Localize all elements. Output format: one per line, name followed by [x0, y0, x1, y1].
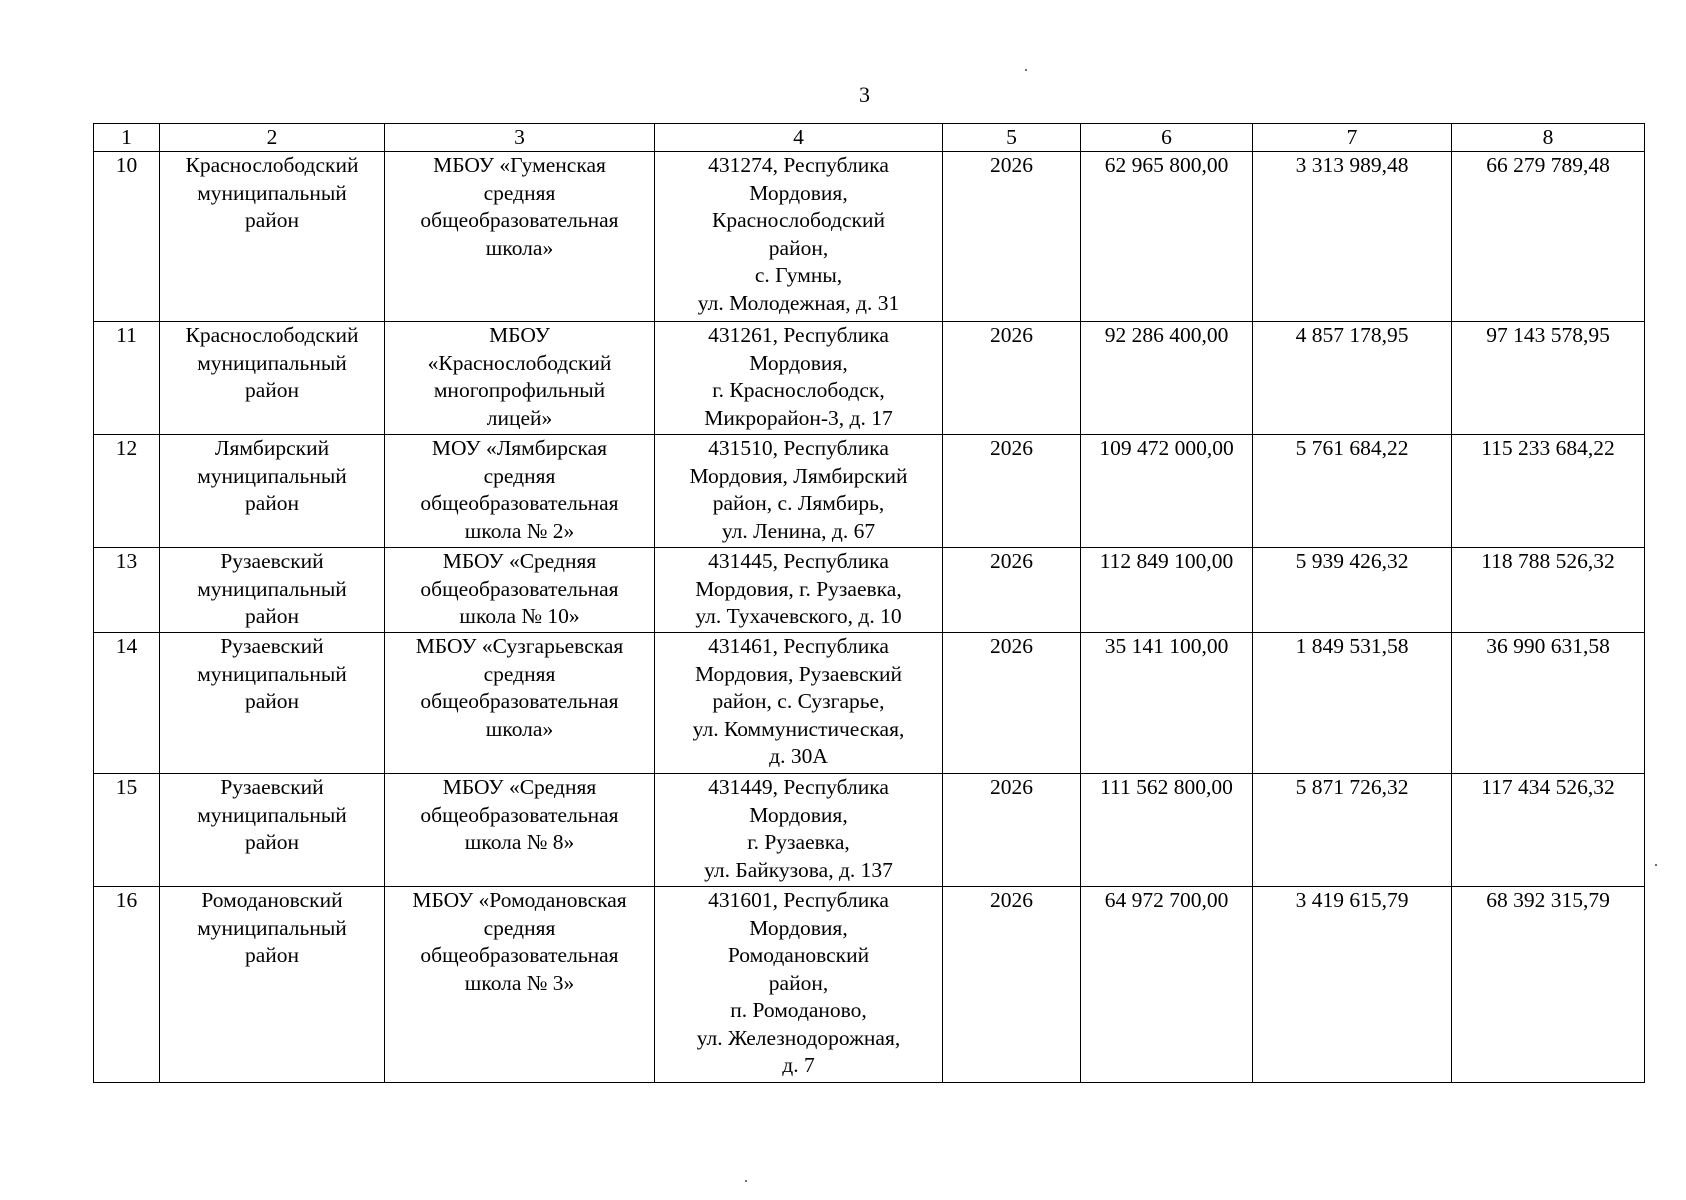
page-number: 3 — [859, 82, 870, 107]
header-cell: 2 — [160, 124, 385, 152]
district-cell: Краснослободский муниципальный район — [160, 152, 385, 322]
data-table — [93, 123, 1645, 1083]
school-cell: МБОУ «Средняя общеобразовательная школа № 10» — [385, 548, 655, 633]
district-cell: Рузаевский муниципальный район — [160, 774, 385, 887]
district-cell: Рузаевский муниципальный район — [160, 548, 385, 633]
year-cell: 2026 — [943, 322, 1081, 435]
header-cell: 7 — [1253, 124, 1452, 152]
address-cell: 431461, Республика Мордовия, Рузаевский район, с. Сузгарье, ул. Коммунистическая, д. 30А — [655, 633, 943, 774]
row-number-cell: 15 — [94, 774, 160, 887]
address-cell: 431510, Республика Мордовия, Лямбирский район, с. Лямбирь, ул. Ленина, д. 67 — [655, 435, 943, 548]
amount-cell-7: 1 849 531,58 — [1253, 633, 1452, 774]
amount-cell-7: 5 761 684,22 — [1253, 435, 1452, 548]
school-cell: МОУ «Лямбирская средняя общеобразовательная школа № 2» — [385, 435, 655, 548]
amount-cell-8: 117 434 526,32 — [1452, 774, 1645, 887]
amount-cell-6: 92 286 400,00 — [1081, 322, 1253, 435]
table-row — [94, 322, 1645, 435]
amount-cell-6: 35 141 100,00 — [1081, 633, 1253, 774]
address-cell: 431274, Республика Мордовия, Краснослободский район, с. Гумны, ул. Молодежная, д. 31 — [655, 152, 943, 322]
header-cell: 4 — [655, 124, 943, 152]
address-cell: 431449, Республика Мордовия, г. Рузаевка, ул. Байкузова, д. 137 — [655, 774, 943, 887]
row-number-cell: 13 — [94, 548, 160, 633]
header-cell: 5 — [943, 124, 1081, 152]
year-cell: 2026 — [943, 548, 1081, 633]
amount-cell-7: 4 857 178,95 — [1253, 322, 1452, 435]
header-cell: 3 — [385, 124, 655, 152]
header-cell: 1 — [94, 124, 160, 152]
address-cell: 431445, Республика Мордовия, г. Рузаевка, ул. Тухачевского, д. 10 — [655, 548, 943, 633]
amount-cell-8: 115 233 684,22 — [1452, 435, 1645, 548]
amount-cell-6: 62 965 800,00 — [1081, 152, 1253, 322]
amount-cell-8: 36 990 631,58 — [1452, 633, 1645, 774]
row-number-cell: 11 — [94, 322, 160, 435]
row-number-cell: 14 — [94, 633, 160, 774]
district-cell: Лямбирский муниципальный район — [160, 435, 385, 548]
amount-cell-8: 97 143 578,95 — [1452, 322, 1645, 435]
amount-cell-8: 66 279 789,48 — [1452, 152, 1645, 322]
address-cell: 431601, Республика Мордовия, Ромодановский район, п. Ромоданово, ул. Железнодорожная, д. 7 — [655, 887, 943, 1083]
amount-cell-6: 64 972 700,00 — [1081, 887, 1253, 1083]
year-cell: 2026 — [943, 633, 1081, 774]
table-row — [94, 633, 1645, 774]
school-cell: МБОУ «Средняя общеобразовательная школа № 8» — [385, 774, 655, 887]
scan-speck — [1655, 864, 1657, 866]
row-number-cell: 16 — [94, 887, 160, 1083]
school-cell: МБОУ «Гуменская средняя общеобразовательная школа» — [385, 152, 655, 322]
table-row — [94, 435, 1645, 548]
amount-cell-6: 112 849 100,00 — [1081, 548, 1253, 633]
scan-speck — [1025, 69, 1027, 71]
scan-speck — [745, 1180, 747, 1182]
address-cell: 431261, Республика Мордовия, г. Краснослободск, Микрорайон-3, д. 17 — [655, 322, 943, 435]
amount-cell-6: 109 472 000,00 — [1081, 435, 1253, 548]
amount-cell-8: 118 788 526,32 — [1452, 548, 1645, 633]
year-cell: 2026 — [943, 435, 1081, 548]
district-cell: Ромодановский муниципальный район — [160, 887, 385, 1083]
amount-cell-8: 68 392 315,79 — [1452, 887, 1645, 1083]
table-row — [94, 548, 1645, 633]
year-cell: 2026 — [943, 152, 1081, 322]
amount-cell-7: 3 419 615,79 — [1253, 887, 1452, 1083]
amount-cell-6: 111 562 800,00 — [1081, 774, 1253, 887]
row-number-cell: 12 — [94, 435, 160, 548]
amount-cell-7: 5 871 726,32 — [1253, 774, 1452, 887]
header-cell: 6 — [1081, 124, 1253, 152]
year-cell: 2026 — [943, 887, 1081, 1083]
table-row — [94, 887, 1645, 1083]
row-number-cell: 10 — [94, 152, 160, 322]
header-cell: 8 — [1452, 124, 1645, 152]
table-row — [94, 152, 1645, 322]
header-row — [94, 124, 1645, 152]
table-row — [94, 774, 1645, 887]
school-cell: МБОУ «Краснослободский многопрофильный лицей» — [385, 322, 655, 435]
district-cell: Краснослободский муниципальный район — [160, 322, 385, 435]
amount-cell-7: 5 939 426,32 — [1253, 548, 1452, 633]
school-cell: МБОУ «Сузгарьевская средняя общеобразовательная школа» — [385, 633, 655, 774]
amount-cell-7: 3 313 989,48 — [1253, 152, 1452, 322]
school-cell: МБОУ «Ромодановская средняя общеобразовательная школа № 3» — [385, 887, 655, 1083]
year-cell: 2026 — [943, 774, 1081, 887]
district-cell: Рузаевский муниципальный район — [160, 633, 385, 774]
